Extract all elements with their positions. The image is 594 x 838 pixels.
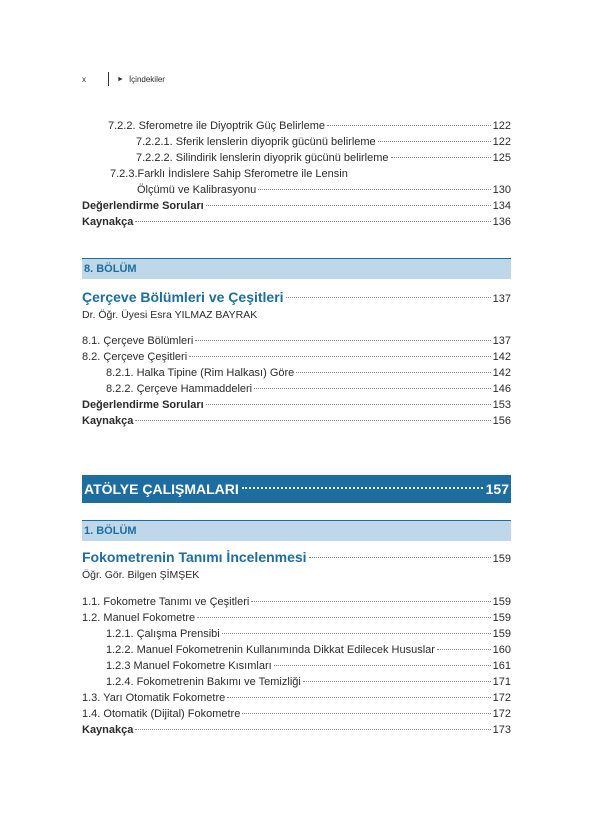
toc-entry-label: 8.2. Çerçeve Çeşitleri bbox=[82, 351, 188, 363]
toc-entry-label: Kaynakça bbox=[82, 724, 134, 736]
toc-entry-label: Değerlendirme Soruları bbox=[82, 399, 204, 411]
chapter-author: Dr. Öğr. Üyesi Esra YILMAZ BAYRAK bbox=[82, 309, 258, 321]
chapter-title-row[interactable] bbox=[82, 547, 511, 567]
leader-dots bbox=[135, 420, 490, 421]
toc-entry-label: Kaynakça bbox=[82, 216, 134, 228]
toc-entry[interactable] bbox=[82, 333, 511, 349]
toc-entry-page: 134 bbox=[492, 200, 511, 212]
leader-dots bbox=[254, 388, 491, 389]
toc-entry-page: 142 bbox=[492, 367, 511, 379]
leader-dots bbox=[242, 713, 490, 714]
toc-entry[interactable] bbox=[82, 690, 511, 706]
leader-dots bbox=[227, 697, 490, 698]
arrow-right-icon: ► bbox=[117, 75, 124, 83]
workshop-title: ATÖLYE ÇALIŞMALARI bbox=[84, 481, 239, 497]
leader-dots bbox=[189, 356, 490, 357]
toc-entry-page: 153 bbox=[492, 399, 511, 411]
toc-entry-label: 8.2.2. Çerçeve Hammaddeleri bbox=[106, 383, 253, 395]
toc-entry-label: 1.1. Fokometre Tanımı ve Çeşitleri bbox=[82, 596, 250, 608]
toc-entry[interactable] bbox=[82, 381, 511, 397]
toc-entry-page: 137 bbox=[492, 335, 511, 347]
toc-entry[interactable] bbox=[82, 626, 511, 642]
leader-dots bbox=[242, 487, 483, 489]
toc-entry-page: 172 bbox=[492, 692, 511, 704]
toc-entry-label: 7.2.2.2. Silindirik lenslerin diyoprik gücünü belirleme bbox=[136, 152, 389, 164]
page-number: x bbox=[82, 74, 86, 84]
toc-entry[interactable] bbox=[82, 214, 511, 230]
toc-entry-label: Kaynakça bbox=[82, 415, 134, 427]
leader-dots bbox=[197, 617, 491, 618]
toc-entry[interactable] bbox=[82, 594, 511, 610]
toc-entry[interactable] bbox=[82, 413, 511, 429]
toc-entry-page: 146 bbox=[492, 383, 511, 395]
toc-entry[interactable] bbox=[82, 365, 511, 381]
toc-entry-page: 159 bbox=[492, 596, 511, 608]
toc-entry[interactable] bbox=[82, 182, 511, 198]
running-header bbox=[82, 72, 165, 86]
toc-entry-page: 142 bbox=[492, 351, 511, 363]
leader-dots bbox=[309, 557, 491, 558]
toc-entry-page: 159 bbox=[492, 628, 511, 640]
workshop-page: 157 bbox=[485, 481, 509, 497]
toc-entry-page: 173 bbox=[492, 724, 511, 736]
chapter-heading: 1. BÖLÜM bbox=[82, 520, 511, 541]
toc-entry-label: 1.3. Yarı Otomatik Fokometre bbox=[82, 692, 226, 704]
toc-entry-label: 1.2.4. Fokometrenin Bakımı ve Temizliği bbox=[106, 676, 301, 688]
header-divider bbox=[108, 72, 109, 86]
toc-entry-label: 1.2. Manuel Fokometre bbox=[82, 612, 196, 624]
chapter-title: Fokometrenin Tanımı İncelenmesi bbox=[82, 549, 307, 565]
toc-entry-label: 7.2.2. Sferometre ile Diyoptrik Güç Belirleme bbox=[108, 120, 326, 132]
toc-entry-page: 160 bbox=[492, 644, 511, 656]
leader-dots bbox=[437, 649, 491, 650]
toc-entry-page: 136 bbox=[492, 216, 511, 228]
leader-dots bbox=[135, 221, 490, 222]
toc-entry[interactable] bbox=[82, 722, 511, 738]
chapter-title-row[interactable] bbox=[82, 287, 511, 307]
chapter-8-block bbox=[82, 256, 511, 429]
toc-entry-page: 156 bbox=[492, 415, 511, 427]
leader-dots bbox=[222, 633, 491, 634]
leader-dots bbox=[195, 340, 490, 341]
leader-dots bbox=[303, 681, 491, 682]
leader-dots bbox=[296, 372, 490, 373]
toc-entry-label: 1.2.3 Manuel Fokometre Kısımları bbox=[106, 660, 272, 672]
leader-dots bbox=[206, 404, 491, 405]
toc-entry-label: 7.2.2.1. Sferik lenslerin diyoprik gücünü belirleme bbox=[136, 136, 376, 148]
page-ref: 137 bbox=[492, 293, 511, 305]
leader-dots bbox=[135, 729, 490, 730]
toc-entry[interactable] bbox=[82, 397, 511, 413]
toc-entry[interactable] bbox=[82, 166, 511, 182]
page-ref: 159 bbox=[492, 553, 511, 565]
leader-dots bbox=[274, 665, 491, 666]
toc-entry-page: 171 bbox=[492, 676, 511, 688]
leader-dots bbox=[206, 205, 491, 206]
chapter-title: Çerçeve Bölümleri ve Çeşitleri bbox=[82, 289, 284, 305]
toc-entry-label: 1.4. Otomatik (Dijital) Fokometre bbox=[82, 708, 241, 720]
toc-entry-page: 172 bbox=[492, 708, 511, 720]
workshop-banner[interactable] bbox=[82, 475, 511, 503]
leader-dots bbox=[391, 157, 491, 158]
leader-dots bbox=[251, 601, 490, 602]
toc-entry-page: 161 bbox=[492, 660, 511, 672]
leader-dots bbox=[327, 125, 491, 126]
toc-entry-label: 8.2.1. Halka Tipine (Rim Halkası) Göre bbox=[106, 367, 295, 379]
toc-entry-label: 8.1. Çerçeve Bölümleri bbox=[82, 335, 194, 347]
toc-entry-label: Ölçümü ve Kalibrasyonu bbox=[137, 184, 257, 196]
workshop-banner-block bbox=[82, 475, 511, 503]
toc-entry-label: Değerlendirme Soruları bbox=[82, 200, 204, 212]
toc-top-block bbox=[82, 118, 511, 230]
toc-entry[interactable] bbox=[82, 674, 511, 690]
toc-entry[interactable] bbox=[82, 349, 511, 365]
chapter-1-entries bbox=[82, 594, 511, 738]
toc-entry-label: 1.2.2. Manuel Fokometrenin Kullanımında Dikkat Edilecek Hususlar bbox=[106, 644, 435, 656]
toc-entry[interactable] bbox=[82, 658, 511, 674]
leader-dots bbox=[286, 297, 491, 298]
chapter-heading: 8. BÖLÜM bbox=[82, 258, 511, 279]
toc-entry[interactable] bbox=[82, 150, 511, 166]
toc-entry[interactable] bbox=[82, 134, 511, 150]
toc-entry-label: 7.2.3.Farklı İndislere Sahip Sferometre ile Lensin bbox=[110, 168, 348, 180]
leader-dots bbox=[378, 141, 491, 142]
toc-entry-page: 159 bbox=[492, 612, 511, 624]
toc-entry[interactable] bbox=[82, 642, 511, 658]
chapter-8-entries bbox=[82, 333, 511, 429]
toc-entry[interactable] bbox=[82, 118, 511, 134]
toc-entry[interactable] bbox=[82, 706, 511, 722]
toc-entry-page: 130 bbox=[492, 184, 511, 196]
section-name: İçindekiler bbox=[128, 74, 165, 84]
toc-entry-label: 1.2.1. Çalışma Prensibi bbox=[106, 628, 220, 640]
leader-dots bbox=[258, 189, 490, 190]
chapter-author: Öğr. Gör. Bilgen ŞİMŞEK bbox=[82, 569, 200, 581]
toc-entry[interactable] bbox=[82, 610, 511, 626]
toc-entry-page: 122 bbox=[492, 120, 511, 132]
toc-entry-page: 125 bbox=[492, 152, 511, 164]
chapter-1-block bbox=[82, 518, 511, 738]
toc-entry-page: 122 bbox=[492, 136, 511, 148]
toc-entry[interactable] bbox=[82, 198, 511, 214]
